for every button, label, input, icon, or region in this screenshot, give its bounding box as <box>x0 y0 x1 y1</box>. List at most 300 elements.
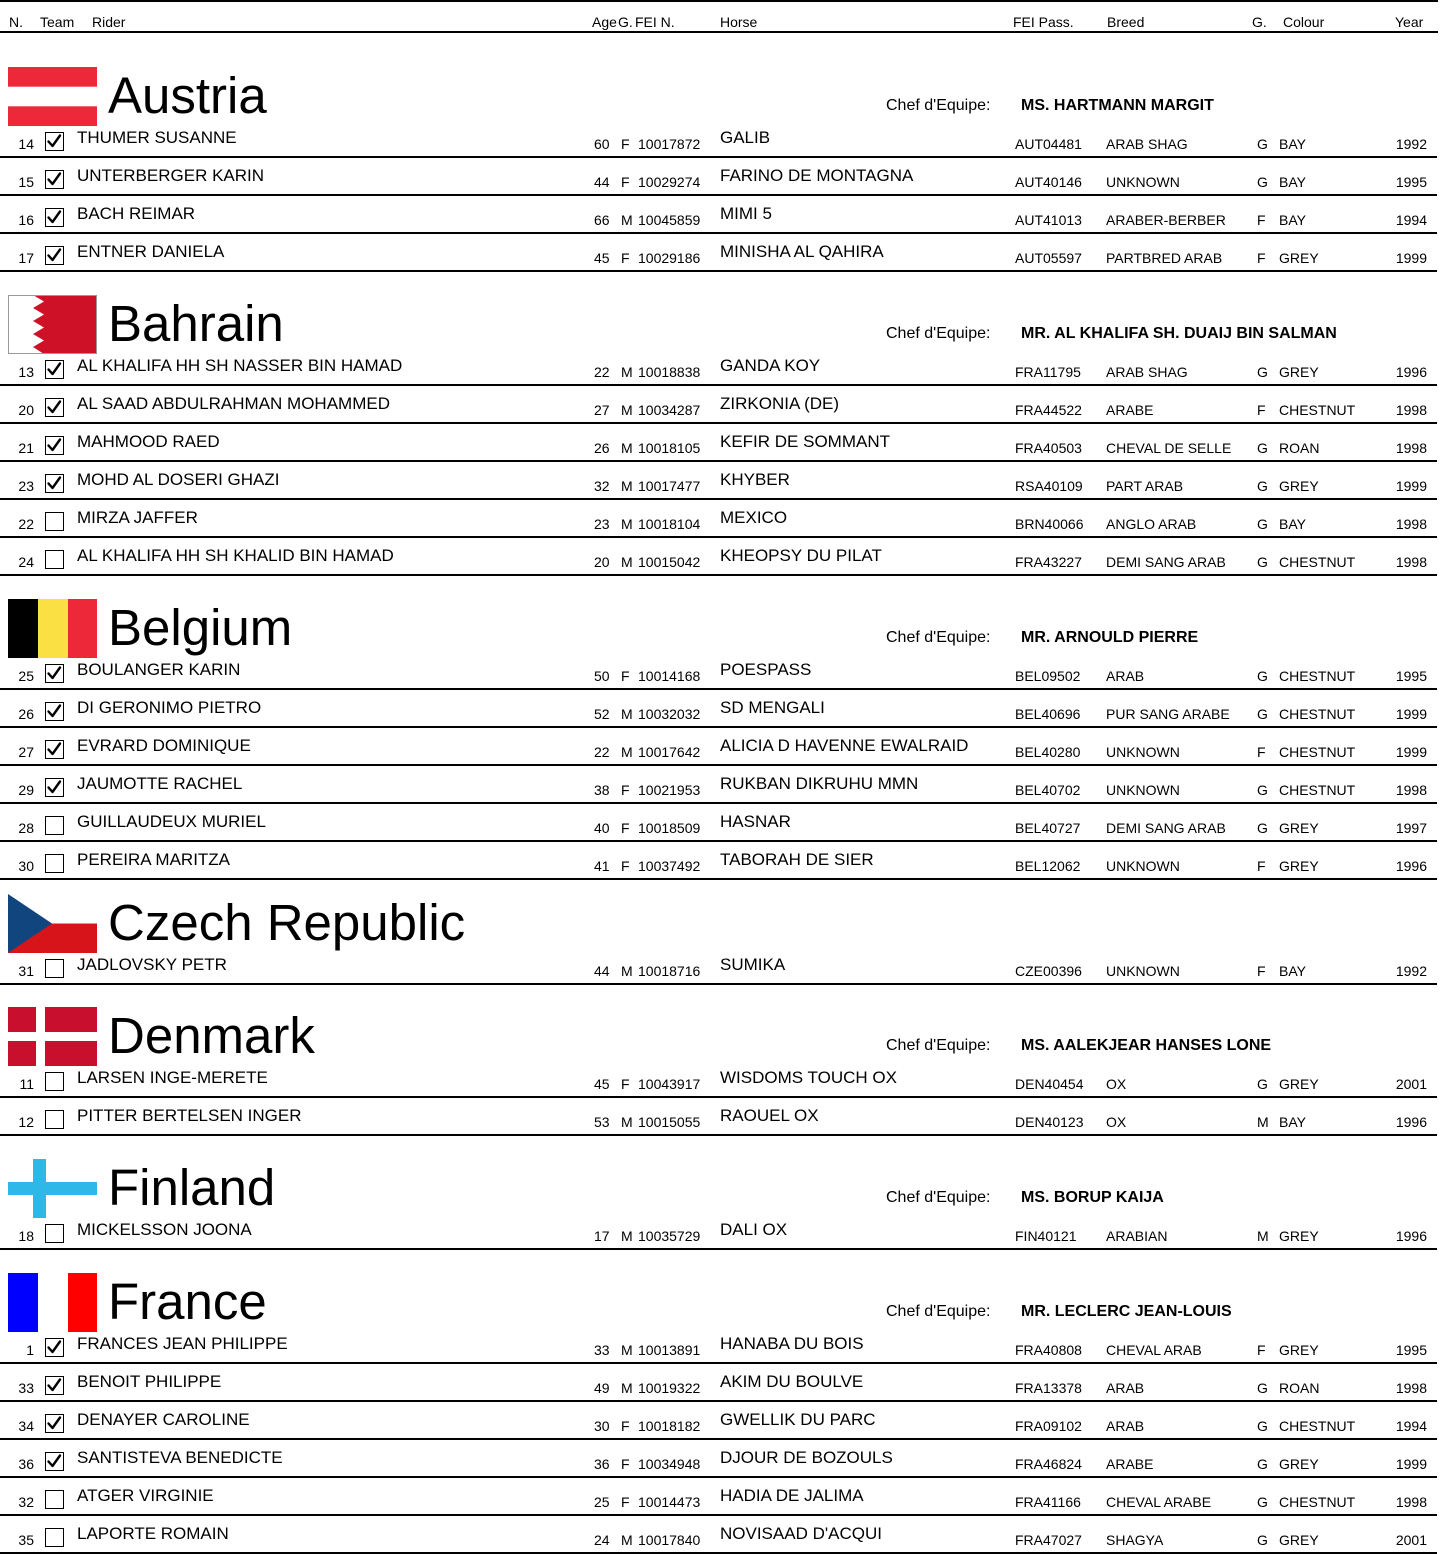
horse-name: GALIB <box>720 128 771 147</box>
horse-colour: ROAN <box>1279 1380 1320 1396</box>
rider-name: GUILLAUDEUX MURIEL <box>77 812 266 831</box>
horse-gender: G <box>1257 706 1268 722</box>
team-member-checkbox <box>45 740 64 759</box>
horse-fei-passport: BEL09502 <box>1015 668 1081 684</box>
team-member-checkbox <box>45 512 64 531</box>
rider-number: 34 <box>18 1418 34 1434</box>
rider-name: UNTERBERGER KARIN <box>77 166 265 185</box>
col-fei-n: FEI N. <box>635 14 675 30</box>
horse-fei-passport: FRA46824 <box>1015 1456 1082 1472</box>
rider-number: 23 <box>18 478 34 494</box>
horse-colour: GREY <box>1279 478 1319 494</box>
rider-age: 32 <box>594 478 610 494</box>
rider-row <box>0 1212 1437 1250</box>
rider-gender: F <box>621 1456 630 1472</box>
rider-age: 60 <box>594 136 610 152</box>
rider-name: LAPORTE ROMAIN <box>77 1524 229 1543</box>
rider-number: 29 <box>18 782 34 798</box>
horse-colour: CHESTNUT <box>1279 402 1356 418</box>
horse-colour: GREY <box>1279 364 1319 380</box>
team-member-checkbox <box>45 1376 64 1395</box>
rider-fei-number: 10032032 <box>638 706 701 722</box>
horse-fei-passport: FRA44522 <box>1015 402 1082 418</box>
horse-colour: BAY <box>1279 136 1306 152</box>
chef-name: MS. BORUP KAIJA <box>1021 1189 1164 1206</box>
rider-age: 20 <box>594 554 610 570</box>
team-member-checkbox <box>45 436 64 455</box>
horse-fei-passport: FRA09102 <box>1015 1418 1082 1434</box>
horse-breed: ARABER-BERBER <box>1106 212 1226 228</box>
rider-gender: M <box>621 1114 633 1130</box>
horse-gender: G <box>1257 668 1268 684</box>
team-member-checkbox <box>45 1110 64 1129</box>
rider-fei-number: 10029186 <box>638 250 701 266</box>
rider-age: 36 <box>594 1456 610 1472</box>
horse-fei-passport: BEL40702 <box>1015 782 1081 798</box>
rider-number: 28 <box>18 820 34 836</box>
rider-age: 38 <box>594 782 610 798</box>
chef-label: Chef d'Equipe: <box>886 1303 991 1320</box>
rider-row <box>0 196 1437 234</box>
horse-gender: M <box>1257 1114 1269 1130</box>
team-member-checkbox <box>45 1072 64 1091</box>
col-rider: Rider <box>92 14 126 30</box>
horse-colour: CHESTNUT <box>1279 782 1356 798</box>
rider-fei-number: 10018104 <box>638 516 701 532</box>
horse-breed: UNKNOWN <box>1106 963 1180 979</box>
horse-fei-passport: BRN40066 <box>1015 516 1084 532</box>
horse-fei-passport: DEN40454 <box>1015 1076 1084 1092</box>
rider-number: 25 <box>18 668 34 684</box>
rider-name: MAHMOOD RAED <box>77 432 220 451</box>
horse-breed: ARAB SHAG <box>1106 136 1188 152</box>
rider-name: LARSEN INGE-MERETE <box>77 1068 268 1087</box>
horse-gender: G <box>1257 782 1268 798</box>
rider-number: 18 <box>18 1228 34 1244</box>
horse-gender: G <box>1257 554 1268 570</box>
horse-colour: GREY <box>1279 1228 1319 1244</box>
horse-gender: F <box>1257 963 1266 979</box>
flag-belgium-icon <box>8 599 97 658</box>
rider-row <box>0 766 1437 804</box>
horse-year: 1998 <box>1395 402 1427 418</box>
rider-number: 20 <box>18 402 34 418</box>
rider-name: FRANCES JEAN PHILIPPE <box>77 1334 288 1353</box>
horse-breed: UNKNOWN <box>1106 858 1180 874</box>
horse-year: 1999 <box>1395 250 1427 266</box>
rider-name: SANTISTEVA BENEDICTE <box>77 1448 283 1467</box>
rider-gender: F <box>621 250 630 266</box>
horse-gender: G <box>1257 1418 1268 1434</box>
team-member-checkbox <box>45 246 64 265</box>
horse-breed: ARABIAN <box>1106 1228 1168 1244</box>
rider-gender: F <box>621 174 630 190</box>
rider-fei-number: 10018716 <box>638 963 701 979</box>
horse-year: 1996 <box>1395 1228 1427 1244</box>
horse-gender: G <box>1257 820 1268 836</box>
rider-age: 49 <box>594 1380 610 1396</box>
flag-austria-icon <box>8 67 97 126</box>
rider-age: 27 <box>594 402 610 418</box>
horse-gender: M <box>1257 1228 1269 1244</box>
horse-year: 1996 <box>1395 858 1427 874</box>
rider-fei-number: 10021953 <box>638 782 701 798</box>
team-section <box>0 994 1442 1136</box>
rider-number: 21 <box>18 440 34 456</box>
horse-name: SD MENGALI <box>720 698 825 717</box>
horse-breed: UNKNOWN <box>1106 782 1180 798</box>
team-header <box>0 54 1442 124</box>
rider-name: ATGER VIRGINIE <box>77 1486 214 1505</box>
rider-gender: M <box>621 963 633 979</box>
rider-fei-number: 10017642 <box>638 744 701 760</box>
flag-bahrain-icon <box>8 295 97 354</box>
horse-fei-passport: FRA41166 <box>1015 1494 1081 1510</box>
rider-name: JAUMOTTE RACHEL <box>77 774 243 793</box>
horse-name: RAOUEL OX <box>720 1106 819 1125</box>
team-member-checkbox <box>45 664 64 683</box>
team-member-checkbox <box>45 550 64 569</box>
horse-gender: F <box>1257 858 1266 874</box>
horse-colour: GREY <box>1279 1532 1319 1548</box>
horse-gender: F <box>1257 250 1266 266</box>
col-n: N. <box>9 14 23 30</box>
horse-breed: ARABE <box>1106 402 1154 418</box>
team-header <box>0 1260 1442 1330</box>
rider-age: 44 <box>594 174 610 190</box>
team-member-checkbox <box>45 1490 64 1509</box>
horse-breed: ARAB <box>1106 1418 1145 1434</box>
horse-fei-passport: BEL40696 <box>1015 706 1081 722</box>
horse-name: KEFIR DE SOMMANT <box>720 432 891 451</box>
country-name: Bahrain <box>108 295 284 352</box>
rider-gender: M <box>621 212 633 228</box>
horse-fei-passport: AUT40146 <box>1015 174 1082 190</box>
rider-number: 26 <box>18 706 34 722</box>
team-member-checkbox <box>45 170 64 189</box>
country-name: Finland <box>108 1159 276 1216</box>
rider-age: 30 <box>594 1418 610 1434</box>
team-member-checkbox <box>45 1452 64 1471</box>
horse-colour: BAY <box>1279 174 1306 190</box>
horse-fei-passport: BEL12062 <box>1015 858 1081 874</box>
col-g: G. <box>618 14 633 30</box>
rider-number: 16 <box>18 212 34 228</box>
rider-name: DI GERONIMO PIETRO <box>77 698 262 717</box>
horse-year: 1992 <box>1395 963 1427 979</box>
chef-label: Chef d'Equipe: <box>886 325 991 342</box>
rider-name: JADLOVSKY PETR <box>77 955 227 974</box>
team-section <box>0 881 1442 985</box>
rider-fei-number: 10018838 <box>638 364 701 380</box>
rider-row <box>0 842 1437 880</box>
horse-colour: GREY <box>1279 820 1319 836</box>
horse-name: KHYBER <box>720 470 790 489</box>
horse-colour: BAY <box>1279 516 1306 532</box>
rider-number: 36 <box>18 1456 34 1472</box>
rider-row <box>0 1060 1437 1098</box>
horse-year: 1998 <box>1395 782 1427 798</box>
rider-row <box>0 538 1437 576</box>
rider-row <box>0 804 1437 842</box>
rider-number: 11 <box>19 1076 34 1092</box>
horse-breed: DEMI SANG ARAB <box>1106 554 1226 570</box>
rider-age: 24 <box>594 1532 610 1548</box>
country-name: Denmark <box>108 1007 315 1064</box>
rider-fei-number: 10018509 <box>638 820 701 836</box>
rider-number: 13 <box>18 364 34 380</box>
horse-name: MIMI 5 <box>720 204 772 223</box>
horse-fei-passport: FRA40503 <box>1015 440 1082 456</box>
horse-gender: G <box>1257 136 1268 152</box>
horse-name: DALI OX <box>720 1220 788 1239</box>
horse-colour: CHESTNUT <box>1279 706 1356 722</box>
horse-fei-passport: BEL40280 <box>1015 744 1081 760</box>
rider-name: AL KHALIFA HH SH KHALID BIN HAMAD <box>77 546 394 565</box>
rider-fei-number: 10037492 <box>638 858 701 874</box>
rider-row <box>0 424 1437 462</box>
horse-name: DJOUR DE BOZOULS <box>720 1448 893 1467</box>
horse-year: 1999 <box>1395 744 1427 760</box>
rider-gender: F <box>621 1076 630 1092</box>
horse-breed: ARAB <box>1106 1380 1145 1396</box>
rider-row <box>0 1478 1437 1516</box>
horse-gender: G <box>1257 1532 1268 1548</box>
team-member-checkbox <box>45 360 64 379</box>
horse-breed: DEMI SANG ARAB <box>1106 820 1226 836</box>
rider-age: 26 <box>594 440 610 456</box>
country-name: Austria <box>108 67 267 124</box>
team-section <box>0 1260 1442 1554</box>
horse-breed: OX <box>1106 1076 1127 1092</box>
horse-year: 2001 <box>1395 1532 1427 1548</box>
chef-label: Chef d'Equipe: <box>886 97 991 114</box>
chef-name: MS. HARTMANN MARGIT <box>1021 97 1214 114</box>
rider-gender: M <box>621 554 633 570</box>
team-member-checkbox <box>45 1414 64 1433</box>
rider-age: 50 <box>594 668 610 684</box>
rider-name: ENTNER DANIELA <box>77 242 225 261</box>
horse-fei-passport: AUT41013 <box>1015 212 1082 228</box>
horse-name: WISDOMS TOUCH OX <box>720 1068 897 1087</box>
col-horse-g: G. <box>1252 14 1267 30</box>
horse-name: ALICIA D HAVENNE EWALRAID <box>720 736 969 755</box>
rider-gender: M <box>621 1342 633 1358</box>
team-member-checkbox <box>45 959 64 978</box>
col-horse: Horse <box>720 14 758 30</box>
rider-row <box>0 120 1437 158</box>
team-header <box>0 994 1442 1064</box>
rider-gender: F <box>621 136 630 152</box>
rider-row <box>0 500 1437 538</box>
rider-number: 1 <box>26 1342 34 1358</box>
rider-fei-number: 10018105 <box>638 440 701 456</box>
rider-age: 53 <box>594 1114 610 1130</box>
rider-name: EVRARD DOMINIQUE <box>77 736 251 755</box>
horse-name: MINISHA AL QAHIRA <box>720 242 884 261</box>
chef-label: Chef d'Equipe: <box>886 629 991 646</box>
horse-breed: PARTBRED ARAB <box>1106 250 1223 266</box>
horse-year: 1999 <box>1395 706 1427 722</box>
horse-year: 1999 <box>1395 478 1427 494</box>
rider-fei-number: 10034948 <box>638 1456 701 1472</box>
team-member-checkbox <box>45 132 64 151</box>
horse-name: GWELLIK DU PARC <box>720 1410 876 1429</box>
horse-breed: ARAB SHAG <box>1106 364 1188 380</box>
rider-number: 14 <box>18 136 34 152</box>
rider-name: BOULANGER KARIN <box>77 660 241 679</box>
col-fei-pass: FEI Pass. <box>1013 14 1074 30</box>
chef-label: Chef d'Equipe: <box>886 1037 991 1054</box>
country-name: Belgium <box>108 599 293 656</box>
horse-colour: GREY <box>1279 1456 1319 1472</box>
horse-gender: F <box>1257 212 1266 228</box>
rider-row <box>0 1440 1437 1478</box>
rider-name: BENOIT PHILIPPE <box>77 1372 222 1391</box>
chef-name: MS. AALEKJEAR HANSES LONE <box>1021 1037 1272 1054</box>
horse-year: 1992 <box>1395 136 1427 152</box>
horse-fei-passport: FRA43227 <box>1015 554 1082 570</box>
horse-gender: G <box>1257 1380 1268 1396</box>
col-colour: Colour <box>1283 14 1325 30</box>
horse-breed: CHEVAL ARABE <box>1106 1494 1212 1510</box>
horse-year: 1998 <box>1395 1380 1427 1396</box>
horse-name: MEXICO <box>720 508 788 527</box>
flag-france-icon <box>8 1273 97 1332</box>
rider-row <box>0 1516 1437 1554</box>
horse-breed: PART ARAB <box>1106 478 1184 494</box>
rider-gender: M <box>621 1228 633 1244</box>
rider-number: 32 <box>18 1494 34 1510</box>
team-member-checkbox <box>45 398 64 417</box>
rider-fei-number: 10015042 <box>638 554 701 570</box>
horse-gender: F <box>1257 402 1266 418</box>
horse-breed: CHEVAL ARAB <box>1106 1342 1202 1358</box>
horse-name: HADIA DE JALIMA <box>720 1486 864 1505</box>
rider-fei-number: 10034287 <box>638 402 701 418</box>
horse-fei-passport: RSA40109 <box>1015 478 1083 494</box>
horse-gender: G <box>1257 440 1268 456</box>
rider-age: 22 <box>594 364 610 380</box>
rider-age: 66 <box>594 212 610 228</box>
team-member-checkbox <box>45 854 64 873</box>
rider-name: DENAYER CAROLINE <box>77 1410 250 1429</box>
rider-name: MIRZA JAFFER <box>77 508 198 527</box>
horse-fei-passport: FIN40121 <box>1015 1228 1077 1244</box>
horse-name: SUMIKA <box>720 955 786 974</box>
horse-colour: BAY <box>1279 1114 1306 1130</box>
horse-gender: G <box>1257 1076 1268 1092</box>
rider-name: MICKELSSON JOONA <box>77 1220 252 1239</box>
horse-fei-passport: AUT04481 <box>1015 136 1082 152</box>
rider-gender: M <box>621 364 633 380</box>
rider-name: PITTER BERTELSEN INGER <box>77 1106 302 1125</box>
horse-breed: UNKNOWN <box>1106 744 1180 760</box>
rider-name: MOHD AL DOSERI GHAZI <box>77 470 280 489</box>
horse-fei-passport: FRA13378 <box>1015 1380 1082 1396</box>
horse-gender: G <box>1257 1456 1268 1472</box>
horse-year: 1996 <box>1395 364 1427 380</box>
horse-year: 1999 <box>1395 1456 1427 1472</box>
horse-colour: ROAN <box>1279 440 1320 456</box>
horse-colour: CHESTNUT <box>1279 554 1356 570</box>
rider-age: 44 <box>594 963 610 979</box>
rider-fei-number: 10045859 <box>638 212 701 228</box>
team-section <box>0 282 1442 576</box>
horse-year: 1994 <box>1395 1418 1427 1434</box>
rider-fei-number: 10017477 <box>638 478 701 494</box>
chef-name: MR. LECLERC JEAN-LOUIS <box>1021 1303 1232 1320</box>
horse-year: 1994 <box>1395 212 1427 228</box>
rider-gender: F <box>621 668 630 684</box>
col-breed: Breed <box>1107 14 1145 30</box>
rider-row <box>0 386 1437 424</box>
rider-number: 15 <box>18 174 34 190</box>
rider-age: 45 <box>594 250 610 266</box>
team-member-checkbox <box>45 702 64 721</box>
rider-number: 24 <box>18 554 34 570</box>
rider-row <box>0 1402 1437 1440</box>
rider-age: 40 <box>594 820 610 836</box>
horse-name: NOVISAAD D'ACQUI <box>720 1524 882 1543</box>
rider-name: BACH REIMAR <box>77 204 196 223</box>
horse-gender: G <box>1257 478 1268 494</box>
col-team: Team <box>40 14 75 30</box>
team-header <box>0 282 1442 352</box>
horse-name: TABORAH DE SIER <box>720 850 874 869</box>
rider-number: 12 <box>18 1114 34 1130</box>
col-year: Year <box>1395 14 1424 30</box>
horse-colour: GREY <box>1279 1076 1319 1092</box>
horse-colour: CHESTNUT <box>1279 668 1356 684</box>
rider-number: 35 <box>18 1532 34 1548</box>
rider-number: 27 <box>18 744 34 760</box>
horse-fei-passport: AUT05597 <box>1015 250 1082 266</box>
rider-gender: M <box>621 1532 633 1548</box>
horse-year: 1998 <box>1395 516 1427 532</box>
rider-fei-number: 10015055 <box>638 1114 701 1130</box>
rider-age: 41 <box>594 858 610 874</box>
rider-age: 33 <box>594 1342 610 1358</box>
rider-gender: F <box>621 782 630 798</box>
rider-number: 22 <box>18 516 34 532</box>
horse-fei-passport: FRA11795 <box>1015 364 1081 380</box>
team-member-checkbox <box>45 474 64 493</box>
rider-age: 25 <box>594 1494 610 1510</box>
horse-colour: CHESTNUT <box>1279 1494 1356 1510</box>
horse-colour: BAY <box>1279 963 1306 979</box>
team-section <box>0 586 1442 880</box>
rider-fei-number: 10013891 <box>638 1342 701 1358</box>
horse-year: 1998 <box>1395 1494 1427 1510</box>
rider-gender: M <box>621 516 633 532</box>
horse-gender: G <box>1257 516 1268 532</box>
rider-fei-number: 10017872 <box>638 136 701 152</box>
rider-fei-number: 10014168 <box>638 668 701 684</box>
horse-breed: SHAGYA <box>1106 1532 1164 1548</box>
horse-colour: CHESTNUT <box>1279 744 1356 760</box>
horse-gender: F <box>1257 1342 1266 1358</box>
rider-gender: F <box>621 820 630 836</box>
horse-breed: ANGLO ARAB <box>1106 516 1197 532</box>
rider-row <box>0 690 1437 728</box>
horse-year: 1995 <box>1395 668 1427 684</box>
rider-age: 17 <box>594 1228 610 1244</box>
horse-fei-passport: FRA47027 <box>1015 1532 1082 1548</box>
rider-fei-number: 10029274 <box>638 174 701 190</box>
horse-fei-passport: BEL40727 <box>1015 820 1081 836</box>
chef-name: MR. ARNOULD PIERRE <box>1021 629 1199 646</box>
